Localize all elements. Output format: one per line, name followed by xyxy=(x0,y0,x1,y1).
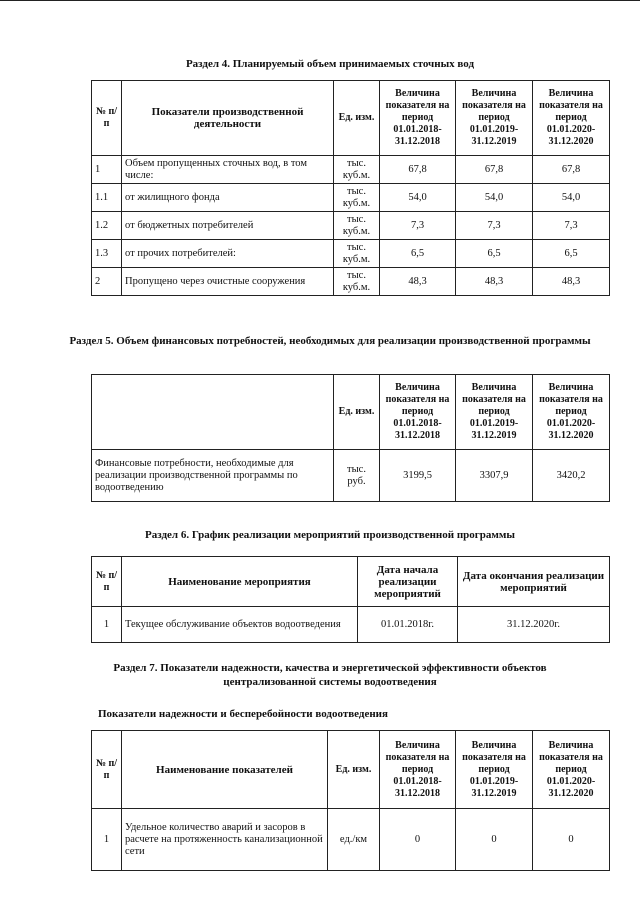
row-name: Финансовые потребности, необходимые для реализации производственной программы по водоотведению xyxy=(92,450,334,502)
row-value-2019: 6,5 xyxy=(456,240,533,268)
section-7-title: Раздел 7. Показатели надежности, качества и энергетической эффективности объектов централизованной системы водоотведения xyxy=(113,662,547,688)
row-value-2020: 0 xyxy=(533,809,610,871)
section-7-table xyxy=(91,730,610,871)
table-header-row xyxy=(92,81,610,156)
row-value-2019: 48,3 xyxy=(456,268,533,296)
table-row xyxy=(92,450,610,502)
section-5-table xyxy=(91,374,610,502)
section-4-title: Раздел 4. Планируемый объем принимаемых сточных вод xyxy=(185,58,475,70)
col-name-header: Наименование показателей xyxy=(122,731,328,809)
col-period-2019-header: Величина показателя на период 01.01.2019-31.12.2019 xyxy=(456,81,533,156)
row-unit: тыс. куб.м. xyxy=(334,156,380,184)
row-num: 1.1 xyxy=(92,184,122,212)
row-value-2019: 67,8 xyxy=(456,156,533,184)
row-num: 1 xyxy=(92,809,122,871)
table-header-row xyxy=(92,731,610,809)
col-num-header: № п/п xyxy=(92,557,122,607)
col-period-2019-header: Величина показателя на период 01.01.2019-31.12.2019 xyxy=(456,375,533,450)
row-value-2020: 54,0 xyxy=(533,184,610,212)
row-value-2020: 6,5 xyxy=(533,240,610,268)
col-unit-header: Ед. изм. xyxy=(334,81,380,156)
row-unit: тыс. руб. xyxy=(334,450,380,502)
table-row xyxy=(92,268,610,296)
col-num-header: № п/п xyxy=(92,731,122,809)
col-unit-header: Ед. изм. xyxy=(334,375,380,450)
row-name: от бюджетных потребителей xyxy=(122,212,334,240)
row-unit: тыс. куб.м. xyxy=(334,268,380,296)
table-row xyxy=(92,184,610,212)
row-unit: тыс. куб.м. xyxy=(334,184,380,212)
section-6-title: Раздел 6. График реализации мероприятий производственной программы xyxy=(145,529,515,541)
row-value-2018: 0 xyxy=(380,809,456,871)
row-name: Удельное количество аварий и засоров в расчете на протяженность канализационной сети xyxy=(122,809,328,871)
section-7-subtitle: Показатели надежности и бесперебойности водоотведения xyxy=(98,708,388,720)
col-unit-header: Ед. изм. xyxy=(328,731,380,809)
col-start-header: Дата начала реализации мероприятий xyxy=(358,557,458,607)
col-period-2018-header: Величина показателя на период 01.01.2018-31.12.2018 xyxy=(380,81,456,156)
row-name: Пропущено через очистные сооружения xyxy=(122,268,334,296)
row-name: от прочих потребителей: xyxy=(122,240,334,268)
table-header-row xyxy=(92,557,610,607)
row-name: Объем пропущенных сточных вод, в том числе: xyxy=(122,156,334,184)
row-value-2020: 7,3 xyxy=(533,212,610,240)
row-num: 1.3 xyxy=(92,240,122,268)
row-num: 1 xyxy=(92,156,122,184)
row-value-2020: 48,3 xyxy=(533,268,610,296)
row-value-2020: 67,8 xyxy=(533,156,610,184)
col-period-2020-header: Величина показателя на период 01.01.2020-31.12.2020 xyxy=(533,81,610,156)
row-unit: тыс. куб.м. xyxy=(334,240,380,268)
row-num: 1 xyxy=(92,607,122,643)
row-value-2019: 7,3 xyxy=(456,212,533,240)
row-value-2018: 67,8 xyxy=(380,156,456,184)
row-end-date: 31.12.2020г. xyxy=(458,607,610,643)
top-rule xyxy=(0,0,640,1)
table-row xyxy=(92,156,610,184)
row-name: Текущее обслуживание объектов водоотведения xyxy=(122,607,358,643)
section-5-title: Раздел 5. Объем финансовых потребностей, необходимых для реализации производственной программы xyxy=(69,335,591,347)
col-period-2020-header: Величина показателя на период 01.01.2020-31.12.2020 xyxy=(533,731,610,809)
row-num: 1.2 xyxy=(92,212,122,240)
row-value-2018: 3199,5 xyxy=(380,450,456,502)
section-6-table xyxy=(91,556,610,643)
row-value-2018: 54,0 xyxy=(380,184,456,212)
col-period-2018-header: Величина показателя на период 01.01.2018-31.12.2018 xyxy=(380,375,456,450)
section-4-table xyxy=(91,80,610,296)
row-unit: тыс. куб.м. xyxy=(334,212,380,240)
row-value-2018: 7,3 xyxy=(380,212,456,240)
row-num: 2 xyxy=(92,268,122,296)
col-period-2019-header: Величина показателя на период 01.01.2019-31.12.2019 xyxy=(456,731,533,809)
row-value-2018: 6,5 xyxy=(380,240,456,268)
col-num-header: № п/п xyxy=(92,81,122,156)
row-value-2020: 3420,2 xyxy=(533,450,610,502)
table-row xyxy=(92,809,610,871)
col-indicator-header: Показатели производственной деятельности xyxy=(122,81,334,156)
row-value-2018: 48,3 xyxy=(380,268,456,296)
row-name: от жилищного фонда xyxy=(122,184,334,212)
row-unit: ед./км xyxy=(328,809,380,871)
row-start-date: 01.01.2018г. xyxy=(358,607,458,643)
row-value-2019: 3307,9 xyxy=(456,450,533,502)
col-name-header: Наименование мероприятия xyxy=(122,557,358,607)
table-row xyxy=(92,212,610,240)
col-end-header: Дата окончания реализации мероприятий xyxy=(458,557,610,607)
table-header-row xyxy=(92,375,610,450)
col-period-2020-header: Величина показателя на период 01.01.2020-31.12.2020 xyxy=(533,375,610,450)
row-value-2019: 0 xyxy=(456,809,533,871)
row-value-2019: 54,0 xyxy=(456,184,533,212)
table-row xyxy=(92,607,610,643)
col-empty-header xyxy=(92,375,334,450)
col-period-2018-header: Величина показателя на период 01.01.2018-31.12.2018 xyxy=(380,731,456,809)
table-row xyxy=(92,240,610,268)
